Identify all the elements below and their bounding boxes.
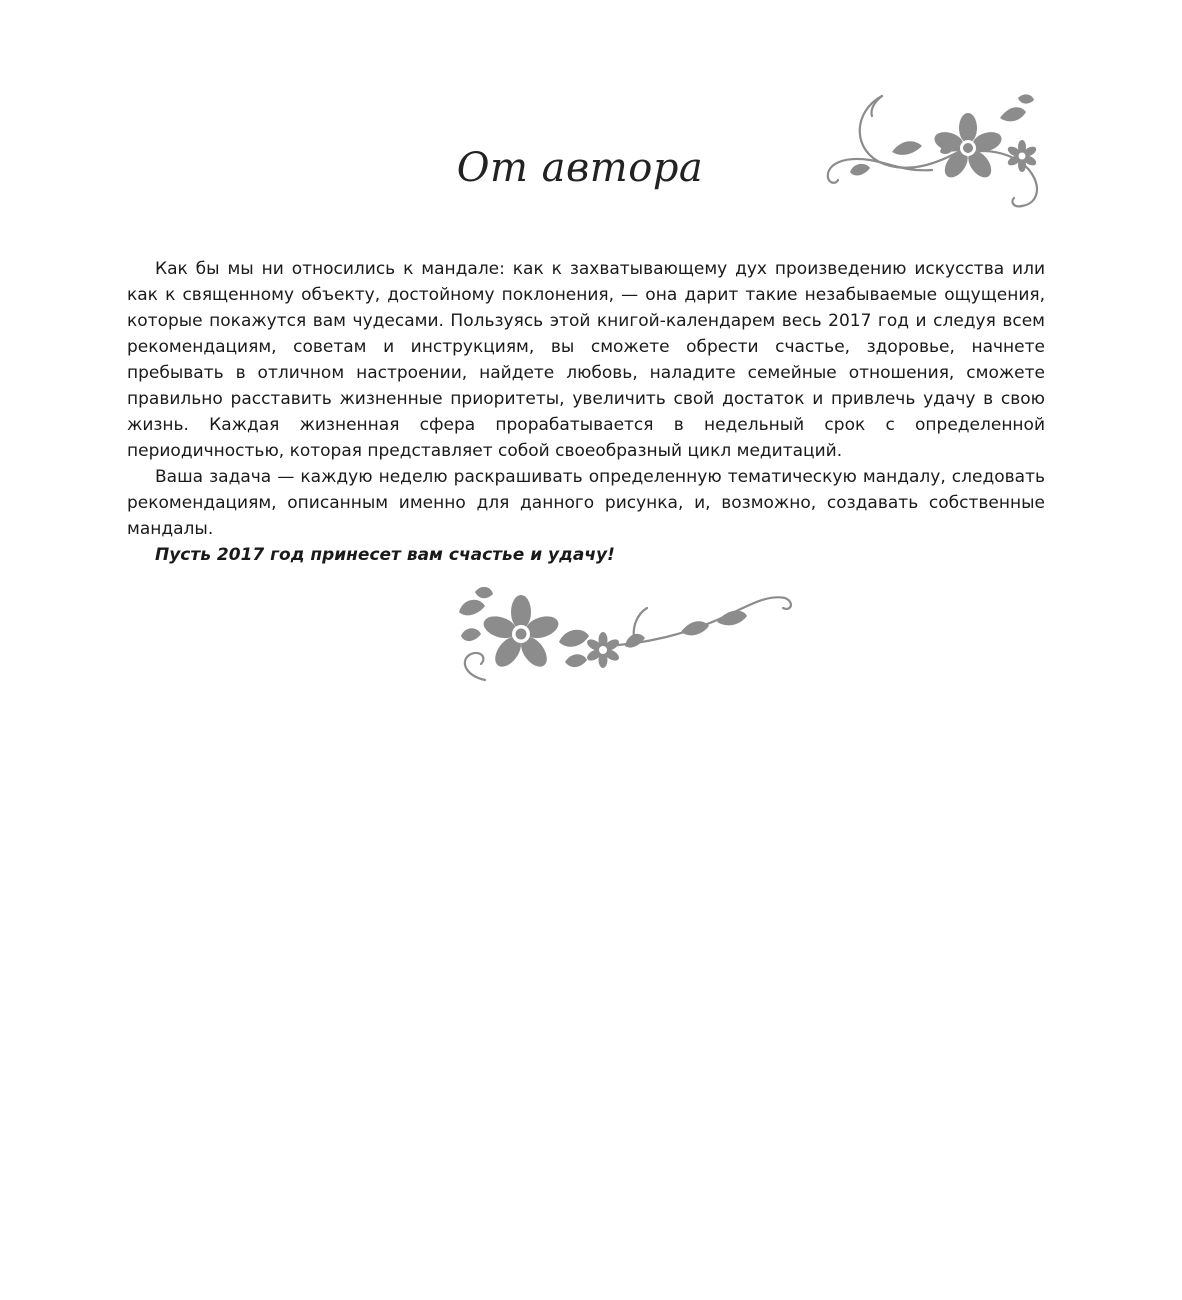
foreword-paragraph-2: Ваша задача — каждую неделю раскрашивать определенную тематическую мандалу, следовать рекомендациям, описанным именно для данного рисунка, и, возможно, создавать собственные мандалы. [127,467,1045,539]
closing-wish: Пусть 2017 год принесет вам счастье и удачу! [155,545,615,565]
foreword-paragraph-1: Как бы мы ни относились к мандале: как к захватывающему дух произведению искусства или как к священному объекту, достойному поклонения, — она дарит такие незабываемые ощущения, которые покажутся вам чудесами. Пользуясь этой книгой-календарем весь 2017 год и следуя всем рекомендациям, советам и инструкциям, вы сможете обрести счастье, здоровье, начнете пребывать в отличном настроении, найдете любовь, наладите семейные отношения, сможете правильно расставить жизненные приоритеты, увеличить свой достаток и привлечь удачу в свою жизнь. Каждая жизненная сфера прорабатывается в недельный срок с определенной периодичностью, которая представляет собой своеобразный цикл медитаций. [127,259,1045,461]
page-title: От автора [456,145,704,191]
author-foreword-text [127,256,1045,568]
floral-divider-icon [455,584,795,692]
floral-flourish-icon [822,92,1048,210]
